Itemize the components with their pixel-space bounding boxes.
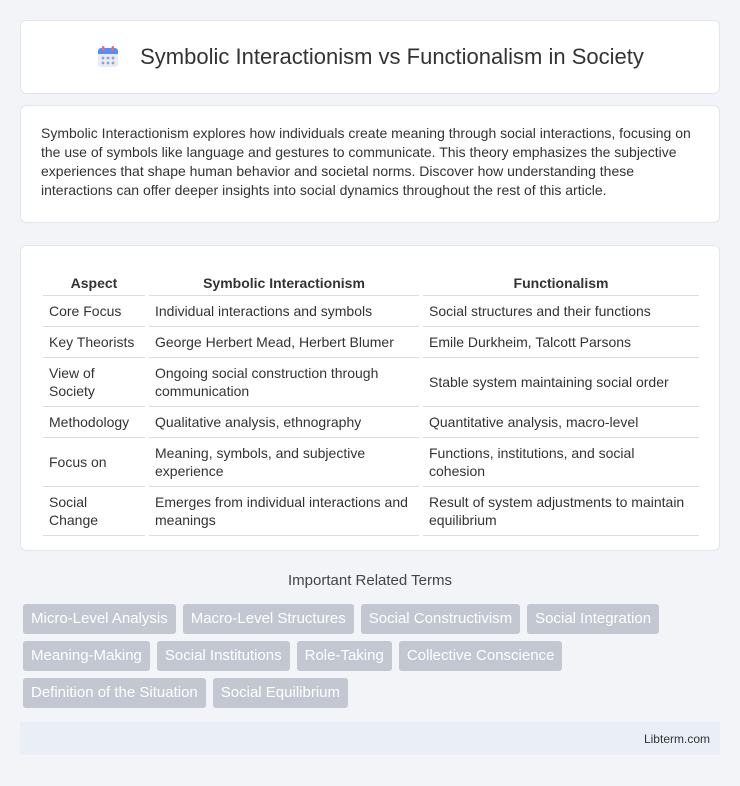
table-row [43,407,699,438]
table-cell: George Herbert Mead, Herbert Blumer [149,327,419,358]
header-card [20,20,720,94]
calendar-icon [96,45,120,69]
table-cell: Methodology [43,407,145,438]
tag-meaning-making[interactable]: Meaning-Making [23,641,150,671]
table-row [43,487,699,536]
table-cell: Meaning, symbols, and subjective experience [149,438,419,487]
header-functionalism: Functionalism [423,266,699,296]
footer [20,722,720,755]
tag-row [23,641,723,671]
intro-card [20,105,720,223]
footer-site-link[interactable]: Libterm.com [643,731,710,746]
tag-social-institutions[interactable]: Social Institutions [157,641,290,671]
tag-macro-level-structures[interactable]: Macro-Level Structures [183,604,354,634]
tag-row [23,604,723,634]
tag-social-equilibrium[interactable]: Social Equilibrium [213,678,348,708]
table-row [43,296,699,327]
table-cell: Key Theorists [43,327,145,358]
tag-collective-conscience[interactable]: Collective Conscience [399,641,563,671]
tag-social-constructivism[interactable]: Social Constructivism [361,604,520,634]
table-cell: Stable system maintaining social order [423,358,699,407]
table-cell: View of Society [43,358,145,407]
table-cell: Individual interactions and symbols [149,296,419,327]
tag-row [23,678,723,708]
table-row [43,438,699,487]
table-cell: Functions, institutions, and social cohesion [423,438,699,487]
table-cell: Qualitative analysis, ethnography [149,407,419,438]
table-cell: Social Change [43,487,145,536]
related-terms-tags [23,604,723,715]
title-wrap [96,44,644,70]
comparison-table [39,266,703,536]
table-cell: Social structures and their functions [423,296,699,327]
intro-text: Symbolic Interactionism explores how individuals create meaning through social interactions, focusing on the use of symbols like language and gestures to communicate. This theory emphasizes the subjective experiences that shape human behavior and societal norms. Discover how understanding these interactions can offer deeper insights into social dynamics throughout the rest of this article. [41,125,691,198]
page-title: Symbolic Interactionism vs Functionalism in Society [140,44,644,69]
tag-micro-level-analysis[interactable]: Micro-Level Analysis [23,604,176,634]
table-row [43,327,699,358]
table-cell: Quantitative analysis, macro-level [423,407,699,438]
table-cell: Emerges from individual interactions and meanings [149,487,419,536]
related-terms-title: Important Related Terms [288,572,452,589]
tag-definition-of-the-situation[interactable]: Definition of the Situation [23,678,206,708]
table-row [43,358,699,407]
tag-social-integration[interactable]: Social Integration [527,604,659,634]
comparison-table-card [20,245,720,551]
header-symbolic-interactionism: Symbolic Interactionism [149,266,419,296]
header-aspect: Aspect [43,266,145,296]
table-cell: Ongoing social construction through communication [149,358,419,407]
table-cell: Core Focus [43,296,145,327]
table-header-row [43,266,699,296]
table-cell: Emile Durkheim, Talcott Parsons [423,327,699,358]
table-cell: Result of system adjustments to maintain equilibrium [423,487,699,536]
tag-role-taking[interactable]: Role-Taking [297,641,392,671]
table-cell: Focus on [43,438,145,487]
